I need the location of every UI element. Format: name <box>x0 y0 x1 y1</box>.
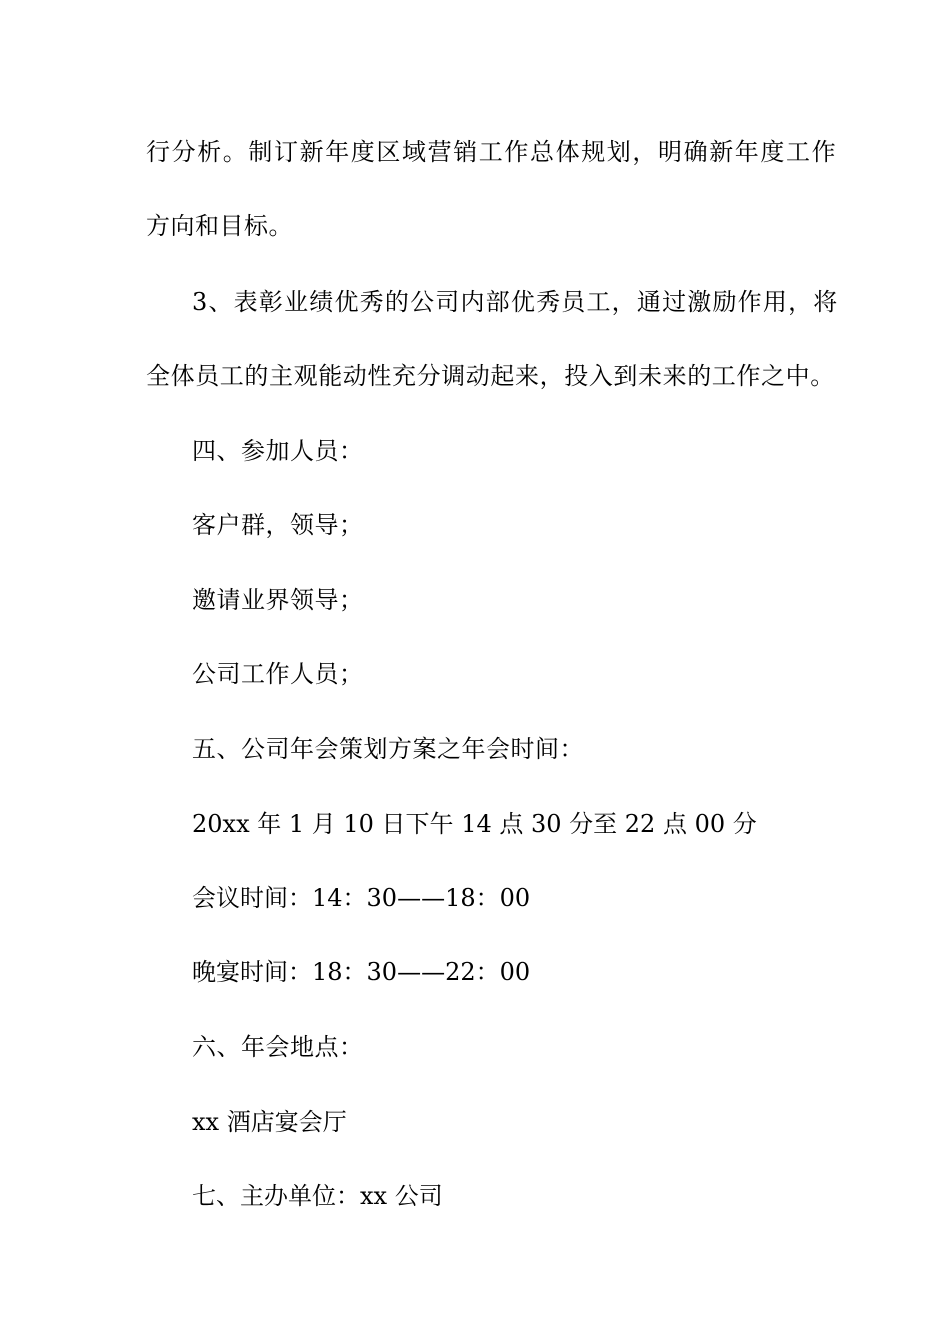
banquet-time-text: 晚宴时间：18：30——22：00 <box>192 958 531 986</box>
paragraph-line: 行分析。制订新年度区域营销工作总体规划，明确新年度工作 <box>146 138 838 166</box>
organizer-text: 七、主办单位：xx 公司 <box>192 1182 443 1210</box>
section-heading-time: 五、公司年会策划方案之年会时间： <box>192 735 584 763</box>
paragraph-line: 3、表彰业绩优秀的公司内部优秀员工，通过激励作用，将 <box>192 288 839 316</box>
paragraph-line: 方向和目标。 <box>146 212 293 240</box>
meeting-time-text: 会议时间：14：30——18：00 <box>192 884 531 912</box>
location-text: xx 酒店宴会厅 <box>192 1108 347 1136</box>
section-heading-participants: 四、参加人员： <box>192 437 364 465</box>
paragraph-line: 全体员工的主观能动性充分调动起来，投入到未来的工作之中。 <box>146 362 835 390</box>
participant-item: 客户群，领导； <box>192 511 364 539</box>
event-date-text: 20xx 年 1 月 10 日下午 14 点 30 分至 22 点 00 分 <box>192 810 757 838</box>
section-heading-location: 六、年会地点： <box>192 1033 364 1061</box>
participant-item: 公司工作人员； <box>192 660 364 688</box>
participant-item: 邀请业界领导； <box>192 586 364 614</box>
